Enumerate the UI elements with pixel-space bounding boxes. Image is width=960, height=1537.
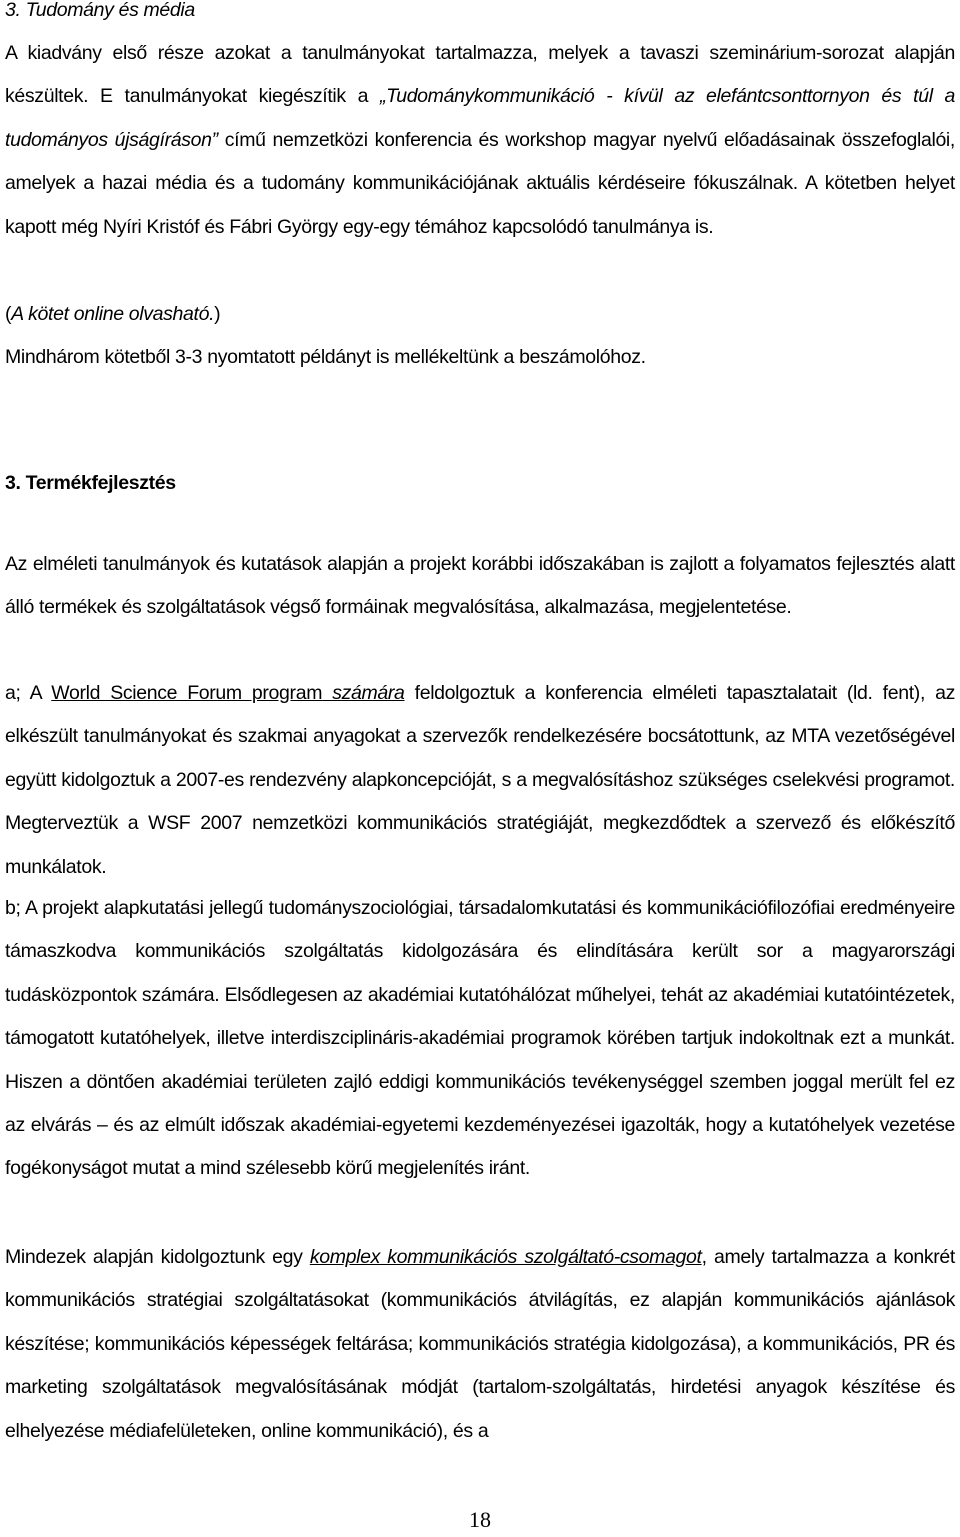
- online-link[interactable]: A kötet online olvasható.: [11, 303, 215, 325]
- paragraph-item-c: [5, 1236, 955, 1453]
- printed-copies-note: Mindhárom kötetből 3-3 nyomtatott példányt is mellékeltünk a beszámolóhoz.: [5, 346, 646, 368]
- paragraph-item-b: b; A projekt alapkutatási jellegű tudományszociológiai, társadalomkutatási és kommunikációfilozófiai eredményeire támaszkodva kommunikációs szolgáltatás kidolgozására és elindítására került sor a magyarországi tudásközpontok számára. Elsődlegesen az akadémiai kutatóhálózat műhelyei, tehát az akadémiai kutatóintézetek, támogatott kutatóhelyek, illetve interdiszciplináris-akadémiai programok körében tartjuk indokoltnak ezt a munkát. Hiszen a döntően akadémiai területen zajló eddigi kommunikációs tevékenységgel szemben joggal merült fel ez az elvárás – és az elmúlt időszak akadémiai-egyetemi kezdeményezései igazolták, hogy a kutatóhelyek vezetése fogékonyságot mutat a mind szélesebb körű megjelenítés iránt.: [5, 897, 955, 1180]
- paren-open: (: [5, 303, 12, 325]
- conference-title: „Tudománykommunikáció - kívül az elefántcsonttornyon és túl a tudományos újságíráson”: [5, 85, 956, 151]
- paragraph-item-a: [5, 672, 955, 889]
- item-c-text: , amely tartalmazza a konkrét kommunikációs stratégiai szolgáltatásokat (kommunikációs átvilágítás, ez alapján kommunikációs ajánlások készítése; kommunikációs képességek feltárása; kommunikációs stratégia kidolgozása), a kommunikációs, PR és marketing szolgáltatások megvalósításának módját (tartalom-szolgáltatás, hirdetési anyagok készítése és elhelyezése médiafelületeken, online kommunikáció), és a: [5, 1246, 955, 1442]
- wsf-link-suffix: számára: [322, 682, 405, 704]
- paragraph-development-intro: Az elméleti tanulmányok és kutatások alapján a projekt korábbi időszakában is zajlott a folyamatos fejlesztés alatt álló termékek és szolgáltatások végső formáinak megvalósítása, alkalmazása, megjelentetése.: [5, 553, 955, 619]
- publication-intro-text-a: A kiadvány első része azokat a tanulmányokat tartalmazza, melyek a tavaszi szeminárium-sorozat alapján készültek. E tanulmányokat kiegészítik a: [5, 42, 955, 108]
- section-heading-product-development: 3. Termékfejlesztés: [5, 472, 176, 494]
- paren-close: ): [214, 303, 221, 325]
- item-a-text: feldolgoztuk a konferencia elméleti tapasztalatait (ld. fent), az elkészült tanulmányokat és szakmai anyagokat a szervezők rendelkezésére bocsátottunk, az MTA vezetőségével együtt kidolgoztuk a 2007-es rendezvény alapkoncepcióját, s a megvalósításhoz szükséges cselekvési programot. Megterveztük a WSF 2007 nemzetközi kommunikációs stratégiáját, megkezdődtek a szervező és előkészítő munkálatok.: [5, 682, 956, 878]
- wsf-link-text: World Science Forum program: [51, 682, 323, 704]
- wsf-program-link[interactable]: [51, 682, 404, 704]
- publication-intro-text-b: című nemzetközi konferencia és workshop magyar nyelvű előadásainak összefoglalói, amelyek a hazai média és a tudomány kommunikációjának aktuális kérdéseire fókuszálnak. A kötetben helyet kapott még Nyíri Kristóf és Fábri György egy-egy témához kapcsolódó tanulmánya is.: [5, 128, 955, 238]
- paragraph-publication-intro: [5, 32, 955, 249]
- page-number: 18: [469, 1507, 491, 1532]
- section-heading-science-media: 3. Tudomány és média: [5, 0, 195, 21]
- item-a-prefix: a; A: [5, 682, 52, 704]
- service-package-link[interactable]: komplex kommunikációs szolgáltató-csomagot: [309, 1246, 702, 1268]
- item-c-prefix: Mindezek alapján kidolgoztunk egy: [5, 1246, 310, 1268]
- online-availability-note: [5, 293, 955, 336]
